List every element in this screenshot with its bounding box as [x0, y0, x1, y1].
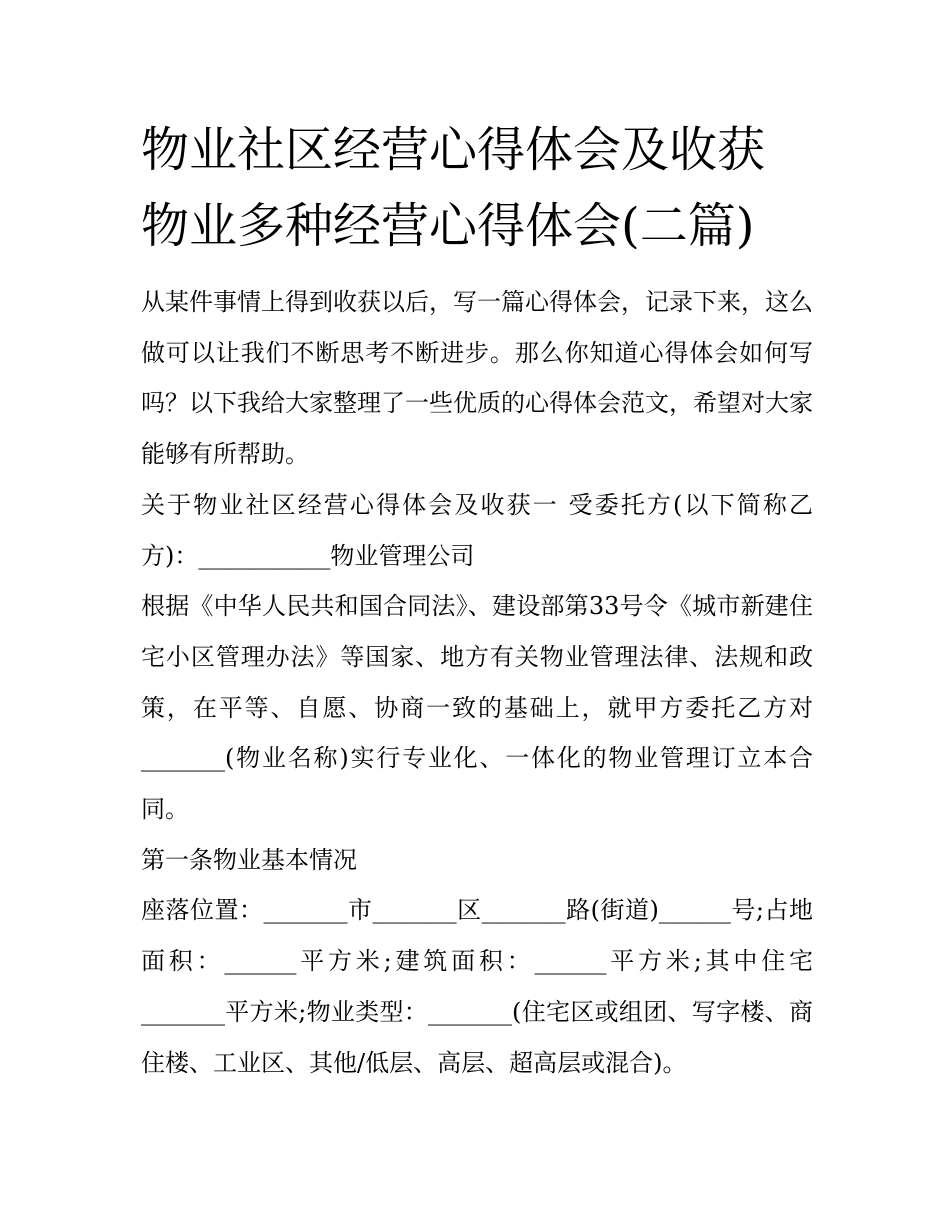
document-body — [141, 277, 813, 1088]
property-info-paragraph: 座落位置：_______市_______区_______路(街道)______号;占地面积：______平方米;建筑面积：______平方米;其中住宅_______平方米;物业类型：_______(住宅区或组团、写字楼、商住楼、工业区、其他/低层、高层、超高层或混合)。 — [141, 896, 813, 1077]
intro-paragraph: 从某件事情上得到收获以后，写一篇心得体会，记录下来，这么做可以让我们不断思考不断进步。那么你知道心得体会如何写吗？以下我给大家整理了一些优质的心得体会范文，希望对大家能够有所帮助。 — [141, 288, 813, 469]
contract-party-paragraph: 关于物业社区经营心得体会及收获一 受委托方(以下简称乙方)：___________物业管理公司 — [141, 490, 813, 570]
title-line-1: 物业社区经营心得体会及收获 — [141, 122, 766, 178]
legal-basis-paragraph: 根据《中华人民共和国合同法》、建设部第33号令《城市新建住宅小区管理办法》等国家、地方有关物业管理法律、法规和政策，在平等、自愿、协商一致的基础上，就甲方委托乙方对_______(物业名称)实行专业化、一体化的物业管理订立本合同。 — [141, 592, 813, 824]
article-one-heading: 第一条物业基本情况 — [141, 845, 357, 874]
document-title — [141, 112, 821, 264]
title-line-2: 物业多种经营心得体会(二篇) — [141, 198, 755, 254]
